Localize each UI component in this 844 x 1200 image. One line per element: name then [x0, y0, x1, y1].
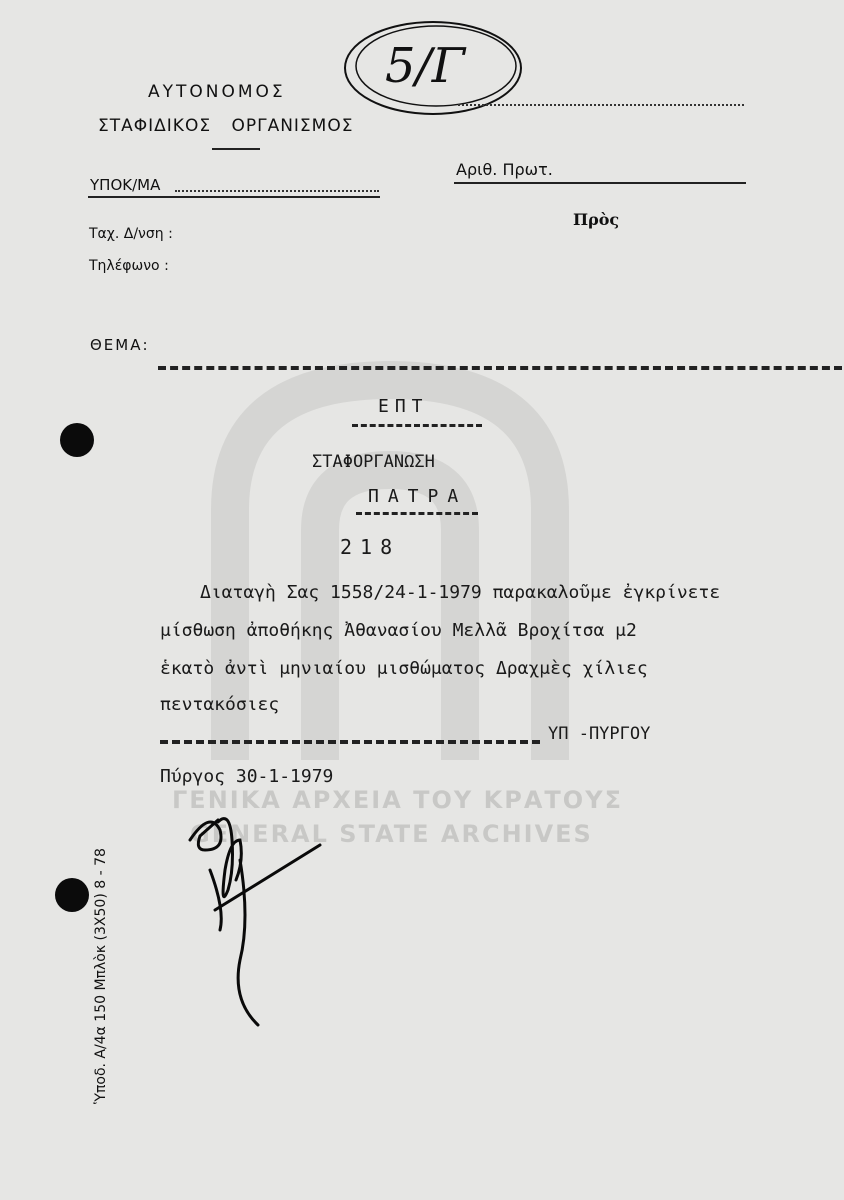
sub-dotted-line	[175, 190, 379, 192]
sub-label: ΥΠΟΚ/ΜΑ	[90, 176, 161, 194]
closing-dashed-line	[160, 740, 540, 744]
city-line: ΠΑΤΡΑ	[368, 486, 468, 507]
punch-hole-bottom	[55, 878, 89, 912]
address-label: Ταχ. Δ/νση :	[89, 226, 173, 242]
to-label: Πρὸς	[573, 210, 620, 229]
body-paragraph-line3: ἑκατὸ ἀντὶ μηνιαίου μισθώματος Δραχμὲς χίλιες	[160, 658, 648, 679]
org-underline	[212, 148, 260, 150]
body-paragraph-line1: Διαταγὴ Σας 1558/24-1-1979 παρακαλοῦμε ἐγκρίνετε	[200, 582, 721, 603]
place-date: Πύργος 30-1-1979	[160, 766, 334, 787]
handwritten-signature	[170, 800, 330, 1030]
sub-underline	[88, 196, 380, 198]
archive-watermark-english: GENERAL STATE ARCHIVES	[190, 820, 593, 848]
archive-watermark-greek: ΓΕΝΙΚΑ ΑΡΧΕΙΑ ΤΟΥ ΚΡΑΤΟΥΣ	[172, 786, 623, 814]
protocol-line	[454, 182, 746, 184]
org-code-line: ΣΤΑΦΟΡΓΑΝΩΣΗ	[312, 452, 435, 472]
number-line: 218	[340, 535, 401, 559]
punch-hole-top	[60, 423, 94, 457]
phone-label: Τηλέφωνο :	[89, 258, 169, 274]
org-name-line2: ΣΤΑΦΙΔΙΚΟΣ ΟΡΓΑΝΙΣΜΟΣ	[98, 116, 354, 136]
sign-off: ΥΠ -ΠΥΡΓΟΥ	[548, 724, 651, 744]
subject-label: ΘΕΜΑ:	[90, 336, 150, 354]
top-right-dotted-line	[458, 104, 744, 106]
subject-dashed-line	[158, 366, 842, 370]
body-paragraph-line2: μίσθωση ἀποθήκης Ἀθανασίου Μελλᾶ Βροχίτσα μ2	[160, 620, 637, 641]
city-underline	[356, 512, 478, 515]
body-paragraph-line4: πεντακόσιες	[160, 694, 280, 715]
ept-line: ΕΠΤ	[378, 396, 429, 417]
handwritten-note-text: 5/Γ	[385, 38, 466, 94]
org-name-line1: ΑΥΤΟΝΟΜΟΣ	[148, 82, 286, 102]
protocol-label: Αριθ. Πρωτ.	[456, 160, 553, 179]
form-code: Ὑποδ. Α/4α 150 Μπλὸκ (3Χ50) 8 - 78	[93, 848, 109, 1104]
ept-underline	[352, 424, 482, 427]
